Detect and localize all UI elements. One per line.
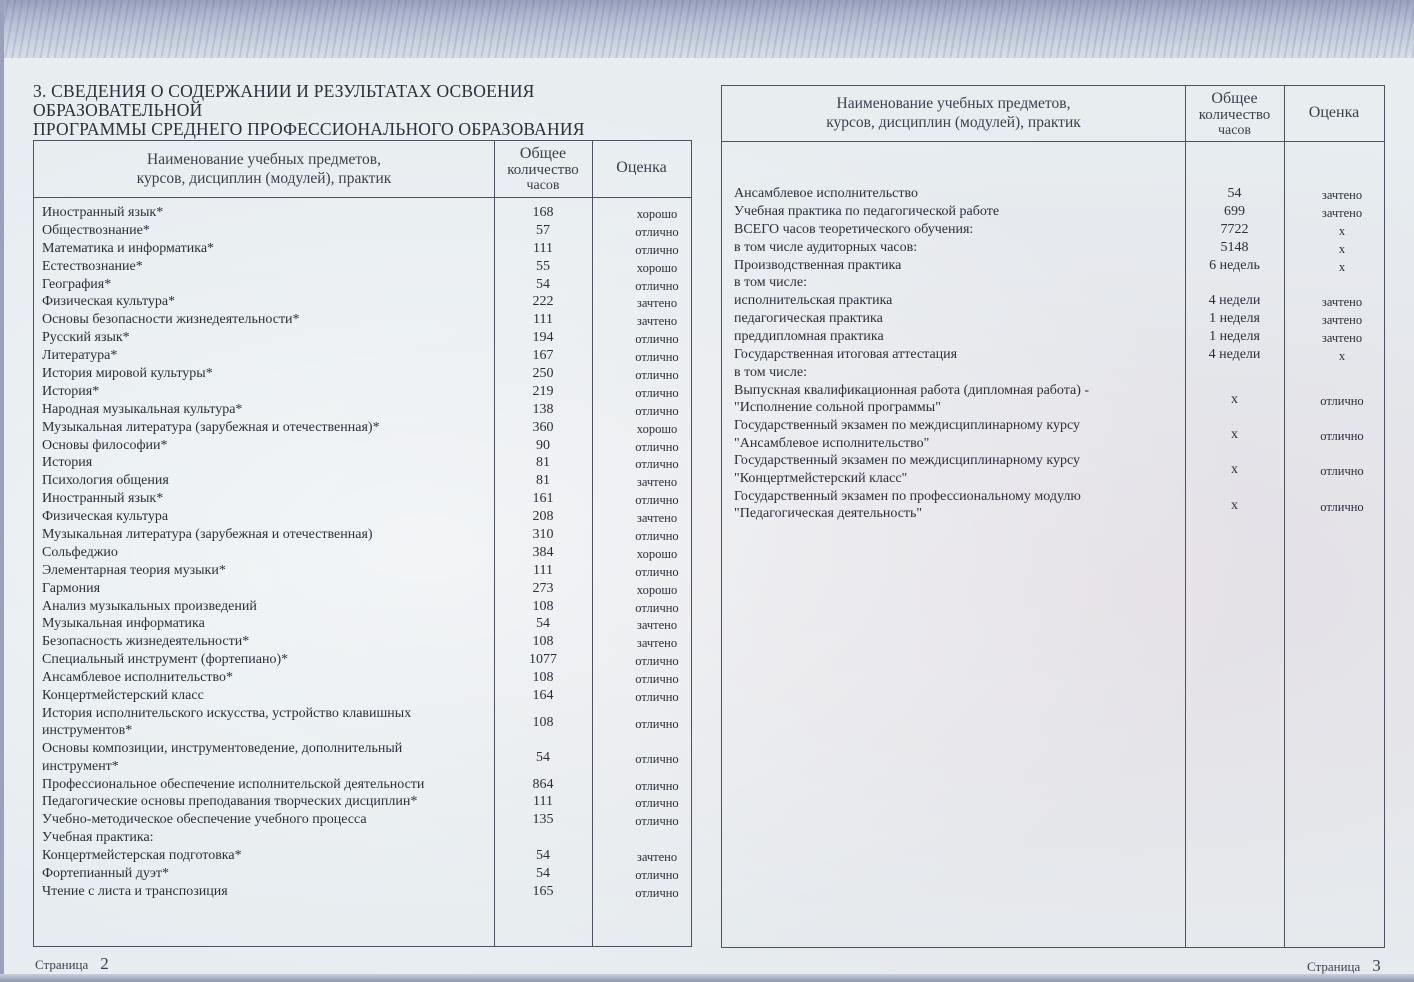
hours-value: 208 bbox=[532, 509, 554, 525]
subject-name: Основы композиции, инструментоведение, дополнительный инструмент* bbox=[42, 741, 403, 774]
hours-value: 360 bbox=[532, 419, 554, 435]
table-row bbox=[42, 240, 693, 258]
subject-name: Музыкальная информатика bbox=[42, 616, 205, 632]
table-row bbox=[42, 562, 693, 580]
subject-name: Производственная практика bbox=[734, 257, 902, 273]
grade-value: отлично bbox=[635, 867, 679, 882]
grade-value: отлично bbox=[635, 403, 679, 418]
hours-value: 108 bbox=[532, 598, 554, 614]
column-header-hours: Общее количество часов bbox=[507, 145, 579, 193]
table-row bbox=[734, 417, 1384, 452]
table-row bbox=[42, 651, 693, 669]
grade-value: зачтено bbox=[1321, 331, 1363, 346]
subject-name: Педагогические основы преподавания творческих дисциплин* bbox=[42, 794, 418, 810]
section-title bbox=[33, 82, 703, 139]
table-row bbox=[734, 364, 1384, 382]
table-row bbox=[42, 669, 693, 687]
column-header-name: Наименование учебных предметов, курсов, дисциплин (модулей), практик bbox=[136, 151, 392, 187]
hours-value: 161 bbox=[532, 491, 554, 507]
table-row bbox=[42, 580, 693, 598]
table-row bbox=[42, 472, 693, 490]
subject-name: Учебная практика по педагогической работе bbox=[734, 203, 1000, 219]
subject-name: История bbox=[42, 455, 93, 471]
hours-value: 5148 bbox=[1220, 239, 1249, 255]
table-row bbox=[42, 276, 693, 294]
grade-value: отлично bbox=[635, 368, 679, 383]
left-page-footer bbox=[35, 954, 109, 974]
page-label: Страница bbox=[1307, 959, 1361, 974]
grade-value: отлично bbox=[635, 457, 679, 472]
hours-value: 4 недели bbox=[1208, 293, 1261, 309]
grade-value: зачтено bbox=[636, 618, 678, 633]
table-row bbox=[42, 776, 693, 794]
table-row bbox=[42, 544, 693, 562]
hours-value: 81 bbox=[536, 473, 550, 489]
hours-value: 1 неделя bbox=[1209, 311, 1260, 327]
subject-name: ВСЕГО часов теоретического обучения: bbox=[734, 221, 974, 237]
table-row bbox=[734, 185, 1384, 203]
page-edge bbox=[0, 0, 4, 982]
grade-value: отлично bbox=[635, 332, 679, 347]
table-row bbox=[42, 526, 693, 544]
grade-value: зачтено bbox=[1321, 188, 1363, 202]
grade-value: отлично bbox=[635, 752, 679, 767]
subject-name: Народная музыкальная культура* bbox=[42, 401, 243, 417]
grade-value: х bbox=[1338, 241, 1346, 256]
table-row bbox=[42, 204, 693, 222]
subject-name: Обществознание* bbox=[42, 222, 150, 238]
table-row bbox=[42, 347, 693, 365]
subject-name: Основы безопасности жизнедеятельности* bbox=[42, 312, 300, 328]
subject-name: Специальный инструмент (фортепиано)* bbox=[42, 652, 289, 668]
grade-value: отлично bbox=[635, 439, 679, 454]
subject-name: Физическая культура bbox=[42, 509, 169, 525]
hours-value: 108 bbox=[532, 634, 554, 650]
subject-name: Безопасность жизнедеятельности* bbox=[42, 634, 250, 650]
table-row bbox=[734, 488, 1384, 523]
subject-name: педагогическая практика bbox=[734, 311, 883, 327]
table-row bbox=[734, 328, 1384, 346]
grade-value: хорошо bbox=[636, 546, 678, 561]
page-label: Страница bbox=[35, 957, 89, 972]
hours-value: 384 bbox=[532, 544, 554, 560]
table-row bbox=[42, 490, 693, 508]
grade-value: отлично bbox=[635, 224, 679, 239]
hours-value: 219 bbox=[532, 383, 554, 399]
grade-value: отлично bbox=[635, 350, 679, 365]
subject-name: Ансамблевое исполнительство bbox=[734, 186, 918, 201]
subject-name: Концертмейстерская подготовка* bbox=[42, 848, 242, 864]
grade-value: отлично bbox=[635, 778, 679, 793]
table-row bbox=[734, 382, 1384, 417]
hours-value: 164 bbox=[532, 688, 554, 704]
subject-name: Государственный экзамен по профессиональному модулю "Педагогическая деятельность" bbox=[734, 488, 1081, 522]
subject-name: в том числе: bbox=[734, 364, 807, 380]
table-row bbox=[734, 239, 1384, 257]
subject-name: Учебно-методическое обеспечение учебного процесса bbox=[42, 812, 367, 828]
subject-name: Гармония bbox=[42, 580, 101, 596]
subject-name: Профессиональное обеспечение исполнительской деятельности bbox=[42, 776, 425, 792]
hours-value: 81 bbox=[536, 455, 550, 471]
table-row bbox=[42, 329, 693, 347]
table-row bbox=[42, 793, 693, 811]
table-row bbox=[42, 419, 693, 437]
table-row bbox=[42, 811, 693, 829]
subject-name: в том числе: bbox=[734, 275, 807, 291]
hours-value: 273 bbox=[532, 580, 554, 596]
hours-value: 54 bbox=[536, 865, 550, 881]
subject-name: исполнительская практика bbox=[734, 293, 893, 309]
subject-name: Учебная практика: bbox=[42, 830, 154, 846]
grade-value: отлично bbox=[635, 529, 679, 544]
hours-value: 6 недель bbox=[1209, 257, 1260, 273]
table-row bbox=[734, 257, 1384, 275]
hours-value: х bbox=[1231, 497, 1238, 513]
grade-value: отлично bbox=[635, 654, 679, 669]
left-table-body bbox=[42, 204, 693, 901]
hours-value: 54 bbox=[536, 750, 550, 766]
grade-value: хорошо bbox=[636, 260, 678, 275]
hours-value: 108 bbox=[532, 670, 554, 686]
hours-value: 55 bbox=[536, 258, 550, 274]
grade-value: хорошо bbox=[636, 207, 678, 221]
table-row bbox=[42, 598, 693, 616]
subject-name: Музыкальная литература (зарубежная и отечественная)* bbox=[42, 419, 380, 435]
hours-value: 108 bbox=[532, 714, 554, 730]
table-row bbox=[42, 311, 693, 329]
subject-name: Музыкальная литература (зарубежная и отечественная) bbox=[42, 527, 373, 543]
subject-name: История мировой культуры* bbox=[42, 366, 213, 382]
grade-value: отлично bbox=[1320, 464, 1364, 479]
hours-value: 138 bbox=[532, 401, 554, 417]
grade-value: отлично bbox=[1320, 499, 1364, 514]
hours-value: 250 bbox=[532, 366, 554, 382]
table-row bbox=[42, 365, 693, 383]
hours-value: 54 bbox=[536, 616, 550, 632]
table-row bbox=[734, 274, 1384, 292]
grade-value: зачтено bbox=[636, 850, 678, 865]
table-row bbox=[734, 452, 1384, 487]
table-row bbox=[42, 847, 693, 865]
table-row bbox=[42, 615, 693, 633]
subject-name: Элементарная теория музыки* bbox=[42, 562, 226, 578]
column-header-grade: Оценка bbox=[616, 159, 667, 176]
hours-value: 194 bbox=[532, 330, 554, 346]
hours-value: 135 bbox=[532, 812, 554, 828]
table-row bbox=[42, 401, 693, 419]
subject-name: Математика и информатика* bbox=[42, 240, 215, 256]
right-table-body bbox=[734, 185, 1384, 523]
subject-name: Иностранный язык* bbox=[42, 491, 164, 507]
grade-value: зачтено bbox=[1321, 205, 1363, 220]
table-row bbox=[42, 293, 693, 311]
subject-name: История* bbox=[42, 383, 100, 399]
hours-value: 165 bbox=[532, 883, 554, 899]
subject-name: Естествознание* bbox=[42, 258, 143, 274]
hours-value: 111 bbox=[533, 562, 553, 578]
grade-value: зачтено bbox=[636, 314, 678, 329]
table-row bbox=[42, 437, 693, 455]
grade-value: отлично bbox=[635, 672, 679, 687]
grade-value: отлично bbox=[635, 278, 679, 293]
subject-name: Физическая культура* bbox=[42, 294, 176, 310]
table-row bbox=[734, 203, 1384, 221]
table-row bbox=[42, 508, 693, 526]
subject-name: Чтение с листа и транспозиция bbox=[42, 883, 228, 899]
subject-name: Основы философии* bbox=[42, 437, 168, 453]
hours-value: 57 bbox=[536, 222, 550, 238]
grade-value: х bbox=[1338, 259, 1346, 274]
grade-value: отлично bbox=[1320, 393, 1364, 408]
table-row bbox=[42, 687, 693, 705]
grade-value: отлично bbox=[635, 385, 679, 400]
table-row bbox=[734, 310, 1384, 328]
page-number: 2 bbox=[100, 954, 109, 973]
subject-name: Концертмейстерский класс bbox=[42, 688, 204, 704]
subject-name: Русский язык* bbox=[42, 330, 130, 346]
hours-value: 7722 bbox=[1220, 221, 1249, 237]
table-row bbox=[42, 865, 693, 883]
column-header-name: Наименование учебных предметов, курсов, дисциплин (модулей), практик bbox=[826, 95, 1081, 131]
hours-value: 1077 bbox=[529, 652, 557, 668]
subject-name: Ансамблевое исполнительство* bbox=[42, 670, 233, 686]
grade-value: отлично bbox=[1320, 429, 1364, 444]
grade-value: отлично bbox=[635, 690, 679, 705]
grade-value: х bbox=[1338, 349, 1346, 364]
subject-name: Фортепианный дуэт* bbox=[42, 865, 170, 881]
hours-value: х bbox=[1231, 462, 1238, 478]
grade-value: зачтено bbox=[636, 511, 678, 526]
hours-value: 4 недели bbox=[1208, 347, 1261, 363]
grade-value: зачтено bbox=[1321, 295, 1363, 310]
subject-name: в том числе аудиторных часов: bbox=[734, 239, 918, 255]
hours-value: 1 неделя bbox=[1209, 329, 1260, 345]
hours-value: 54 bbox=[536, 848, 550, 864]
table-row bbox=[734, 221, 1384, 239]
grade-value: отлично bbox=[635, 600, 679, 615]
grade-value: х bbox=[1338, 223, 1346, 238]
subject-name: Иностранный язык* bbox=[42, 205, 164, 220]
subject-name: Литература* bbox=[42, 348, 118, 364]
grade-value: отлично bbox=[635, 716, 679, 731]
subject-name: История исполнительского искусства, устройство клавишных инструментов* bbox=[42, 705, 412, 739]
section-title-line-1: 3. СВЕДЕНИЯ О СОДЕРЖАНИИ И РЕЗУЛЬТАТАХ ОСВОЕНИЯ ОБРАЗОВАТЕЛЬНОЙ bbox=[33, 81, 535, 120]
hours-value: 699 bbox=[1224, 203, 1245, 219]
grade-value: хорошо bbox=[636, 421, 678, 436]
grade-value: зачтено bbox=[1321, 313, 1363, 328]
decorative-bottom-band bbox=[0, 974, 1414, 982]
table-row bbox=[42, 258, 693, 276]
hours-value: 111 bbox=[533, 312, 553, 328]
grade-value: отлично bbox=[635, 814, 679, 829]
table-row bbox=[42, 454, 693, 472]
column-header-grade: Оценка bbox=[1308, 104, 1360, 121]
table-row bbox=[42, 222, 693, 240]
grade-value: отлично bbox=[635, 564, 679, 579]
hours-value: 111 bbox=[533, 240, 553, 256]
grade-value: отлично bbox=[635, 796, 679, 811]
table-row bbox=[734, 292, 1384, 310]
grade-value: отлично bbox=[635, 493, 679, 508]
left-subjects-table bbox=[33, 140, 692, 947]
page-number: 3 bbox=[1372, 956, 1381, 975]
table-row bbox=[42, 633, 693, 651]
subject-name: География* bbox=[42, 276, 112, 292]
table-row bbox=[42, 383, 693, 401]
grade-value: зачтено bbox=[636, 475, 678, 490]
subject-name: Государственный экзамен по междисциплинарному курсу "Концертмейстерский класс" bbox=[734, 453, 1081, 486]
subject-name: Анализ музыкальных произведений bbox=[42, 598, 257, 614]
right-subjects-table bbox=[721, 85, 1385, 948]
table-row bbox=[42, 883, 693, 901]
grade-value: отлично bbox=[635, 242, 679, 257]
hours-value: 54 bbox=[1227, 186, 1242, 201]
hours-value: 54 bbox=[536, 276, 550, 292]
hours-value: х bbox=[1231, 391, 1238, 407]
grade-value: зачтено bbox=[636, 296, 678, 311]
grade-value: зачтено bbox=[636, 636, 678, 651]
grade-value: отлично bbox=[635, 885, 679, 900]
subject-name: Сольфеджио bbox=[42, 544, 118, 560]
decorative-guilloche-band bbox=[0, 0, 1414, 58]
grade-value: хорошо bbox=[636, 582, 678, 597]
subject-name: Психология общения bbox=[42, 473, 169, 489]
hours-value: 310 bbox=[532, 527, 554, 543]
table-row bbox=[42, 829, 693, 847]
table-row bbox=[734, 346, 1384, 364]
subject-name: Государственный экзамен по междисциплинарному курсу "Ансамблевое исполнительство" bbox=[734, 418, 1081, 451]
hours-value: 90 bbox=[536, 437, 550, 453]
hours-value: 864 bbox=[532, 776, 554, 792]
hours-value: 111 bbox=[533, 794, 553, 810]
table-row bbox=[42, 705, 693, 740]
subject-name: Государственная итоговая аттестация bbox=[734, 347, 958, 363]
table-row bbox=[42, 740, 693, 775]
right-page-footer bbox=[1307, 956, 1381, 976]
hours-value: 167 bbox=[532, 348, 554, 364]
subject-name: Выпускная квалификационная работа (дипломная работа) - "Исполнение сольной программы" bbox=[734, 382, 1090, 416]
column-header-hours: Общее количество часов bbox=[1198, 90, 1271, 138]
hours-value: 222 bbox=[532, 294, 554, 310]
hours-value: х bbox=[1231, 427, 1238, 443]
hours-value: 168 bbox=[532, 205, 554, 220]
subject-name: преддипломная практика bbox=[734, 329, 884, 345]
section-title-line-2: ПРОГРАММЫ СРЕДНЕГО ПРОФЕССИОНАЛЬНОГО ОБРАЗОВАНИЯ bbox=[33, 119, 585, 139]
